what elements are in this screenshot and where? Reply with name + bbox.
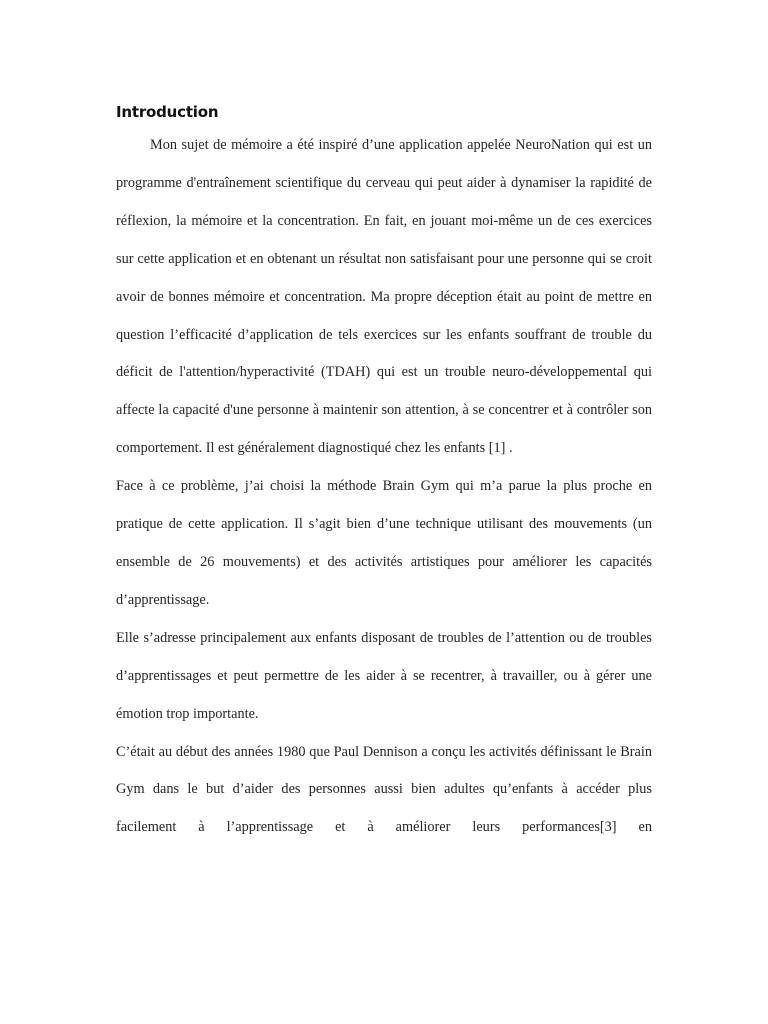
paragraph-audience: Elle s’adresse principalement aux enfants disposant de troubles de l’attention ou de troubles d’apprentissages et peut permettre de les aider à se recentrer, à travailler, ou à gérer une émotion trop importante. [116,629,652,722]
body-text [116,127,652,847]
paragraph-intro: Mon sujet de mémoire a été inspiré d’une application appelée NeuroNation qui est un programme d'entraînement scientifique du cerveau qui peut aider à dynamiser la rapidité de réflexion, la mémoire et la concentration. En fait, en jouant moi-même un de ces exercices sur cette application et en obtenant un résultat non satisfaisant pour une personne qui se croit avoir de bonnes mémoire et concentration. Ma propre déception était au point de mettre en question l’efficacité d’application de tels exercices sur les enfants souffrant de trouble du déficit de l'attention/hyperactivité (TDAH) qui est un trouble neuro-développemental qui affecte la capacité d'une personne à maintenir son attention, à se concentrer et à contrôler son comportement. Il est généralement diagnostiqué chez les enfants [1] . [116,137,652,457]
paragraph-brain-gym: Face à ce problème, j’ai choisi la méthode Brain Gym qui m’a parue la plus proche en pratique de cette application. Il s’agit bien d’une technique utilisant des mouvements (un ensemble de 26 mouvements) et des activités artistiques pour améliorer les capacités d’apprentissage. [116,478,652,608]
paragraph-history: C’était au début des années 1980 que Paul Dennison a conçu les activités définissant le Brain Gym dans le but d’aider des personnes aussi bien adultes qu’enfants à accéder plus facilement à l’apprentissage et à améliorer leurs performances[3] en [116,743,652,836]
section-heading: Introduction [116,103,219,121]
